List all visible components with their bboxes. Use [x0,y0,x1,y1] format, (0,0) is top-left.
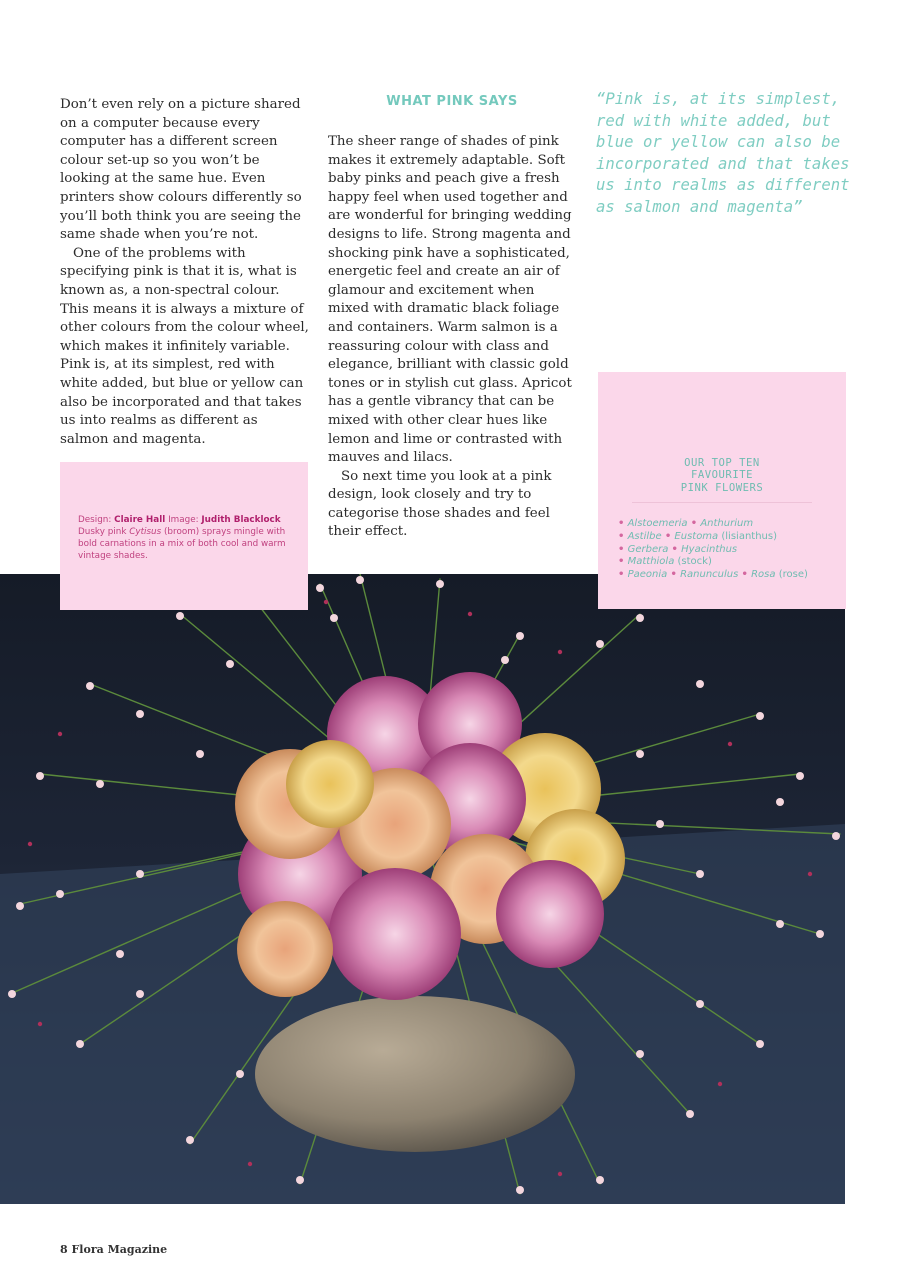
list-item [618,569,838,582]
bullet-dot-icon: • [618,530,625,542]
top-ten-title-line: OUR TOP TEN [684,457,760,469]
bullet-dot-icon: • [741,569,748,581]
magazine-name: Flora Magazine [71,1243,168,1256]
bullet-dot-icon: • [618,556,625,568]
flower-arrangement-photo [0,574,845,1204]
top-ten-sidebar [598,372,846,609]
flower-name: Alstoemeria [627,518,688,529]
caption-designer: Claire Hall [114,515,166,525]
image-caption-box [60,462,308,610]
bullet-dot-icon: • [618,518,625,529]
flower-name: Gerbera [627,543,669,555]
page-number: 8 [60,1243,68,1256]
bullet-dot-icon: • [690,518,698,529]
top-ten-title [598,457,846,494]
flower-name: Astilbe [627,530,662,542]
list-item [618,531,838,544]
bullet-dot-icon: • [618,543,625,555]
body-column-middle [328,133,576,542]
flower-name: Hyacinthus [681,543,738,555]
top-ten-title-line: FAVOURITE [691,469,753,482]
flower-name: Eustoma [674,530,719,542]
list-item [618,544,838,557]
page-footer [60,1243,167,1256]
section-heading: WHAT PINK SAYS [386,94,518,109]
flower-common-name: (lisianthus) [718,530,777,542]
paragraph: One of the problems with specifying pink is that it is, what is known as, a non-spectral colour. This means it is always a mixture of other colours from the colour wheel, which makes it infinitely variable. Pink is, at its simplest, red with white added, but blue or yellow can also be incorporated and that takes us into realms as different as salmon and magenta. [60,245,309,447]
flower-name: Paeonia [627,569,668,581]
bullet-dot-icon: • [670,569,677,581]
flower-name: Rosa [751,569,776,581]
paragraph: Don’t even rely on a picture shared on a computer because every computer has a different screen colour set-up so you won’t be looking at the same hue. Even printers show colours differently so you’ll both think you are seeing the same shade when you’re not. [60,97,302,243]
flower-name: Matthiola [627,556,675,568]
bullet-dot-icon: • [664,530,672,542]
pull-quote: “Pink is, at its simplest, red with white added, but blue or yellow can also be incorporated and that takes us into realms as different as salmon and magenta” [596,90,850,216]
caption-design-label: Design: [78,515,112,525]
image-caption [78,514,296,562]
flower-list [618,518,838,582]
caption-latin-name: Cytisus [129,527,162,537]
paragraph: The sheer range of shades of pink makes it extremely adaptable. Soft baby pinks and peach give a fresh happy feel when used together and are wonderful for bringing wedding designs to life. Strong magenta and shocking pink have a sophisticated, energetic feel and create an air of glamour and excitement when mixed with dramatic black foliage and containers. Warm salmon is a reassuring colour with class and elegance, brilliant with classic gold tones or in stylish cut glass. Apricot has a gentle vibrancy that can be mixed with other clear hues like lemon and lime or contrasted with mauves and lilacs. [328,134,572,466]
caption-photographer: Judith Blacklock [201,515,281,525]
caption-text-before: Dusky pink [78,527,130,537]
flower-common-name: (rose) [775,569,808,581]
divider [632,502,812,503]
flower-name: Anthurium [700,518,754,529]
flower-name: Ranunculus [680,569,739,581]
body-column-left [60,96,310,449]
list-item [618,518,838,531]
stone-pot [255,996,575,1152]
bullet-dot-icon: • [618,569,625,581]
list-item [618,556,838,569]
caption-image-label: Image: [168,515,199,525]
bullet-dot-icon: • [671,543,678,555]
flower-common-name: (stock) [674,556,712,568]
top-ten-title-line: PINK FLOWERS [680,481,764,494]
caption-text-after: (broom) sprays mingle with bold carnations in a mix of both cool and warm vintage shades. [78,527,286,561]
paragraph: So next time you look at a pink design, look closely and try to categorise those shades and feel their effect. [328,468,552,540]
